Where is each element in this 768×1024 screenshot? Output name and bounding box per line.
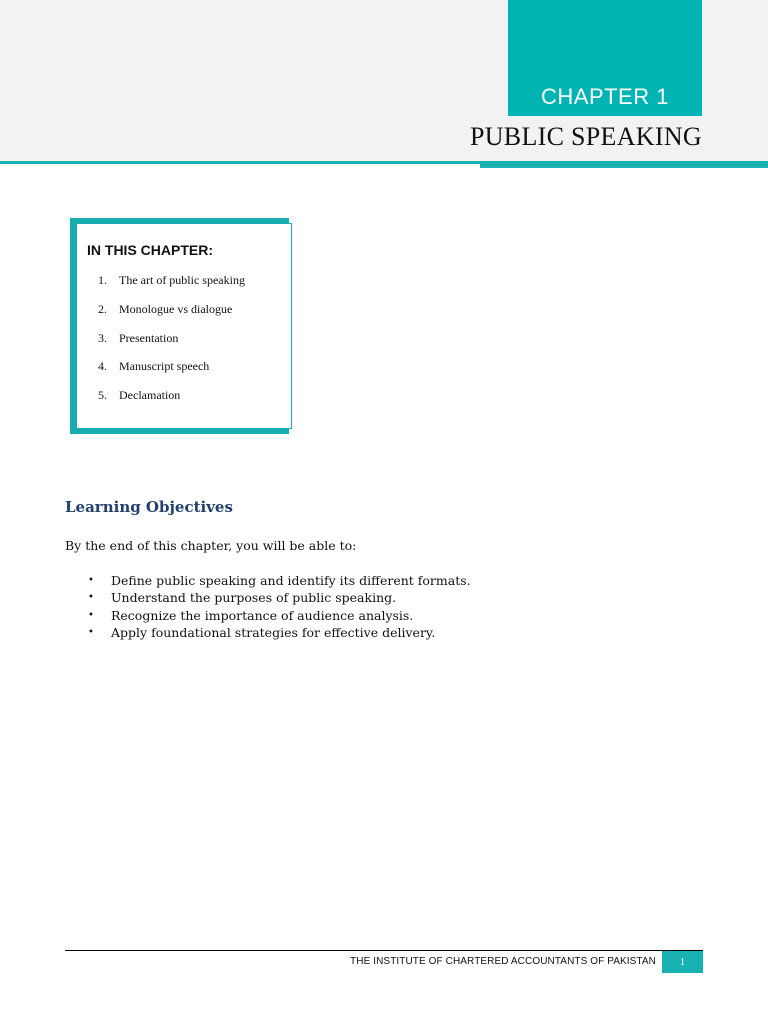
objective-item bbox=[88, 624, 471, 641]
toc-item bbox=[77, 273, 291, 302]
objective-text: Apply foundational strategies for effective delivery. bbox=[111, 625, 436, 641]
objective-item bbox=[88, 589, 471, 606]
toc-box bbox=[76, 223, 292, 429]
toc-heading: IN THIS CHAPTER: bbox=[87, 242, 213, 258]
toc-item-text: Monologue vs dialogue bbox=[119, 301, 233, 316]
chapter-title: PUBLIC SPEAKING bbox=[469, 122, 702, 151]
toc-item-number: 5. bbox=[98, 388, 107, 403]
header-accent-rule bbox=[480, 163, 768, 168]
toc-item-number: 2. bbox=[98, 301, 107, 316]
bullet-icon: • bbox=[88, 627, 94, 639]
toc-list bbox=[77, 273, 291, 417]
toc-item-text: Declamation bbox=[119, 388, 181, 403]
toc-item bbox=[77, 331, 291, 360]
learning-objectives-heading: Learning Objectives bbox=[65, 498, 233, 516]
toc-item-number: 1. bbox=[98, 273, 107, 287]
objective-item bbox=[88, 572, 471, 589]
bullet-icon: • bbox=[88, 609, 94, 621]
objectives-intro: By the end of this chapter, you will be able to: bbox=[65, 538, 357, 553]
objective-item bbox=[88, 607, 471, 624]
objective-text: Define public speaking and identify its different formats. bbox=[111, 573, 471, 589]
toc-item-number: 4. bbox=[98, 359, 107, 374]
toc-item bbox=[77, 359, 291, 388]
toc-item bbox=[77, 302, 291, 331]
footer-institute: THE INSTITUTE OF CHARTERED ACCOUNTANTS OF PAKISTAN bbox=[350, 956, 656, 967]
chapter-label: CHAPTER 1 bbox=[541, 84, 669, 109]
bullet-icon: • bbox=[88, 592, 94, 604]
toc-item bbox=[77, 388, 291, 417]
objective-text: Understand the purposes of public speaking. bbox=[111, 590, 397, 606]
toc-item-text: The art of public speaking bbox=[119, 273, 245, 287]
footer-rule bbox=[65, 950, 703, 951]
toc-item-text: Presentation bbox=[119, 330, 179, 345]
objective-text: Recognize the importance of audience analysis. bbox=[111, 607, 414, 623]
page-number: 1 bbox=[662, 951, 703, 973]
toc-item-text: Manuscript speech bbox=[119, 359, 210, 374]
bullet-icon: • bbox=[88, 575, 94, 587]
objectives-list bbox=[88, 572, 471, 641]
toc-item-number: 3. bbox=[98, 330, 107, 345]
